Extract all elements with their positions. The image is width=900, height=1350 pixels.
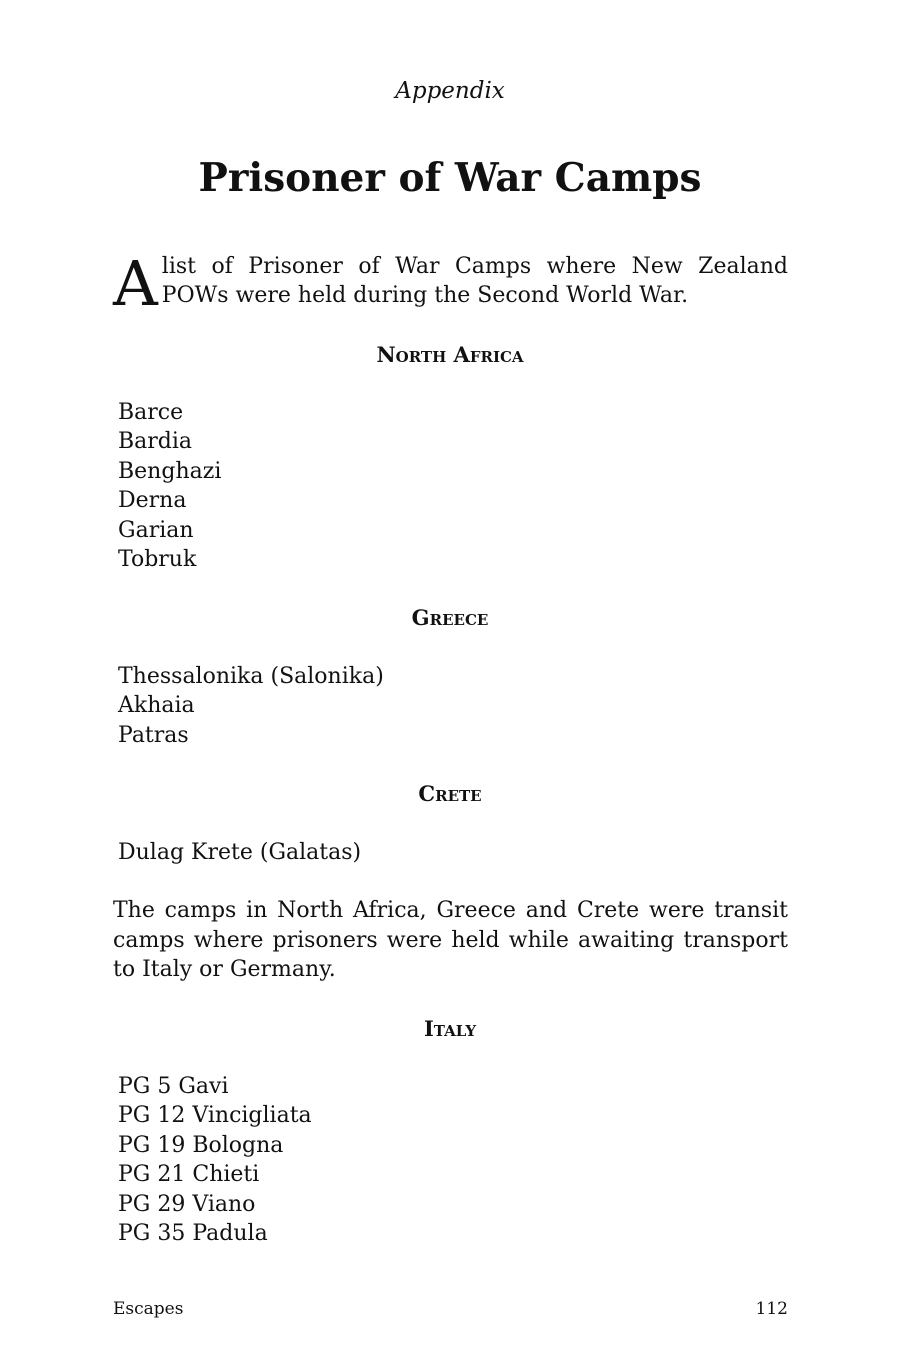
camp-list-italy — [118, 1072, 312, 1248]
appendix-label: Appendix — [395, 78, 505, 104]
list-item: Dulag Krete (Galatas) — [118, 840, 362, 865]
list-item: PG 35 Padula — [118, 1221, 268, 1247]
list-item: PG 5 Gavi — [118, 1074, 229, 1099]
page-title: Prisoner of War Camps — [198, 155, 702, 201]
footer-book-title: Escapes — [113, 1299, 184, 1319]
intro-paragraph — [113, 247, 788, 320]
list-item: Bardia — [118, 429, 193, 455]
list-item: Thessalonika (Salonika) — [118, 664, 384, 689]
drop-cap: A — [113, 247, 158, 320]
section-heading-crete: Crete — [418, 781, 482, 806]
section-heading-greece: Greece — [411, 605, 489, 630]
section-heading-north-africa: North Africa — [376, 342, 524, 367]
list-item: Derna — [118, 488, 187, 514]
list-item: PG 21 Chieti — [118, 1162, 260, 1188]
footer-page-number: 112 — [755, 1299, 788, 1319]
list-item: Tobruk — [118, 547, 197, 573]
list-item: Benghazi — [118, 458, 222, 484]
list-item: Barce — [118, 400, 184, 425]
list-item: Garian — [118, 517, 194, 543]
intro-text: list of Prisoner of War Camps where New Zealand POWs were held during the Second World War. — [161, 254, 788, 308]
transit-note-paragraph: The camps in North Africa, Greece and Crete were transit camps where prisoners were held while awaiting transport to Italy or Germany. — [113, 898, 788, 982]
list-item: PG 12 Vincigliata — [118, 1103, 312, 1129]
camp-list-greece — [118, 662, 384, 750]
list-item: Patras — [118, 722, 189, 748]
section-heading-italy: Italy — [423, 1016, 477, 1041]
list-item: PG 19 Bologna — [118, 1132, 284, 1158]
camp-list-crete — [118, 838, 361, 867]
list-item: PG 29 Viano — [118, 1191, 256, 1217]
list-item: Akhaia — [118, 693, 195, 719]
camp-list-north-africa — [118, 398, 221, 574]
